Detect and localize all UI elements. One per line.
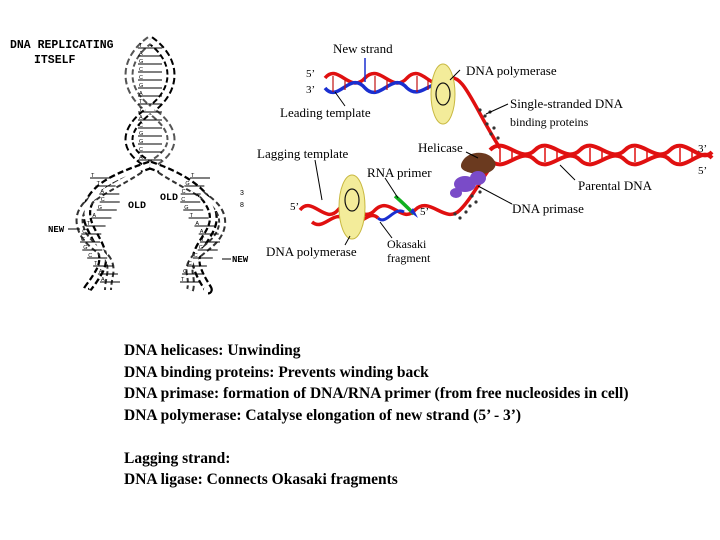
- label-dna-primase: DNA primase: [512, 201, 584, 216]
- dna-polymerase-bottom: [339, 175, 365, 239]
- helix-base-letter: T: [139, 107, 143, 113]
- helix-base-letter: G: [81, 237, 86, 243]
- pointer-rna-primer: [385, 178, 398, 198]
- helix-base-letter: G: [198, 245, 204, 251]
- helix-base-letter: G: [139, 83, 144, 89]
- label-3prime-top: 3’: [306, 84, 316, 96]
- dna-polymerase-top: [431, 64, 455, 124]
- helix-base-letter: C: [193, 253, 198, 259]
- label-old-right: OLD: [160, 193, 179, 204]
- helix-base-letter: G: [184, 205, 189, 211]
- helix-base-letter: A: [139, 155, 143, 161]
- helix-base-letter: T: [91, 173, 95, 179]
- helix-right-daughter-new-inner: [160, 170, 222, 290]
- label-ssb-line2: binding proteins: [510, 115, 589, 129]
- label-dna-polymerase-bottom: DNA polymerase: [266, 244, 357, 259]
- label-5prime-lag-left: 5’: [290, 201, 300, 213]
- caption-line-lagging-strand: Lagging strand:: [124, 449, 231, 467]
- helix-base-letter: G: [139, 131, 144, 137]
- helix-base-letter: G: [83, 245, 88, 251]
- helix-base-letter: C: [139, 123, 143, 129]
- caption-spacer: [124, 426, 720, 448]
- label-ssb-line1: Single-stranded DNA: [510, 96, 624, 111]
- helix-base-letter: C: [139, 67, 143, 73]
- label-rna-primer: RNA primer: [367, 165, 432, 180]
- label-parental-dna: Parental DNA: [578, 178, 653, 193]
- helix-mark-3: 3: [240, 190, 244, 197]
- label-old-left: OLD: [128, 201, 147, 212]
- caption-line-polymerase: DNA polymerase: Catalyse elongation of new strand (5’ - 3’): [124, 406, 522, 424]
- parental-dna-strand-2: [490, 155, 712, 165]
- pointer-primase: [478, 186, 512, 204]
- helix-base-letter: A: [195, 221, 200, 227]
- helix-base-letter: A: [92, 213, 97, 219]
- label-3prime-right: 3’: [698, 143, 708, 155]
- pointer-okazaki: [380, 222, 392, 238]
- helix-base-letter: C: [100, 197, 105, 203]
- replication-fork-figure: [257, 41, 712, 265]
- helix-base-letter: C: [82, 229, 87, 235]
- helix-base-letter: C: [181, 197, 186, 203]
- left-title-line2: ITSELF: [34, 54, 76, 67]
- helix-base-letter: A: [98, 269, 103, 275]
- helix-base-letter: T: [139, 43, 143, 49]
- caption-block: [124, 340, 720, 491]
- label-new-right: NEW: [232, 255, 249, 265]
- helix-base-letter: A: [139, 115, 143, 121]
- label-okazaki-line2: fragment: [387, 251, 431, 265]
- label-5prime-lag-mid: 5’: [420, 206, 430, 218]
- helix-base-letter: A: [139, 91, 143, 97]
- pointer-lagging-template: [315, 160, 322, 200]
- leading-new-strand: [325, 83, 440, 93]
- caption-line-primase: DNA primase: formation of DNA/RNA primer (from free nucleosides in cell): [124, 385, 629, 402]
- helix-base-letter: C: [139, 147, 143, 153]
- helix-base-letter: T: [181, 277, 185, 283]
- caption-line-helicases: DNA helicases: Unwinding: [124, 342, 301, 359]
- caption-line-binding-proteins: DNA binding proteins: Prevents winding back: [124, 363, 429, 381]
- label-lagging-template: Lagging template: [257, 146, 349, 161]
- label-5prime-right: 5’: [698, 165, 708, 177]
- label-helicase: Helicase: [418, 140, 463, 155]
- helix-base-letter: T: [139, 99, 143, 105]
- label-new-strand: New strand: [333, 41, 393, 56]
- helix-base-letter: T: [200, 237, 205, 243]
- helix-base-letter: C: [88, 253, 93, 259]
- helix-base-letter: T: [86, 221, 90, 227]
- pointer-parental: [560, 165, 575, 180]
- helix-base-letter: G: [139, 139, 144, 145]
- pointer-leading-template: [335, 92, 345, 106]
- helix-base-letter: A: [199, 229, 204, 235]
- helix-base-letter: G: [183, 269, 188, 275]
- helix-base-letter: C: [187, 261, 192, 267]
- helix-base-letter: T: [191, 173, 195, 179]
- label-new-left: NEW: [48, 225, 65, 235]
- label-5prime-top: 5’: [306, 68, 316, 80]
- helix-base-letter: A: [100, 189, 104, 195]
- okazaki-new-segment: [378, 211, 404, 220]
- pointer-ssb: [486, 104, 508, 114]
- helix-mark-8: 8: [240, 202, 244, 209]
- caption-line-ligase: DNA ligase: Connects Okasaki fragments: [124, 471, 398, 488]
- helix-base-letter: G: [139, 59, 144, 65]
- left-helix-figure: [10, 39, 249, 290]
- helix-base-letter: A: [100, 277, 105, 283]
- helix-base-letter: A: [139, 51, 143, 57]
- dna-primase-shape: [450, 171, 486, 198]
- label-leading-template: Leading template: [280, 105, 371, 120]
- helix-base-letter: C: [139, 75, 143, 81]
- helix-base-letter: G: [97, 205, 103, 211]
- helix-base-letter: T: [189, 213, 193, 219]
- label-dna-polymerase-top: DNA polymerase: [466, 63, 557, 78]
- left-title-line1: DNA REPLICATING: [10, 39, 114, 52]
- helix-base-letter: T: [96, 181, 101, 187]
- helix-base-letter: C: [181, 189, 186, 195]
- helix-base-letter: G: [185, 181, 190, 187]
- helix-base-letter: T: [94, 261, 98, 267]
- label-okazaki-line1: Okasaki: [387, 237, 427, 251]
